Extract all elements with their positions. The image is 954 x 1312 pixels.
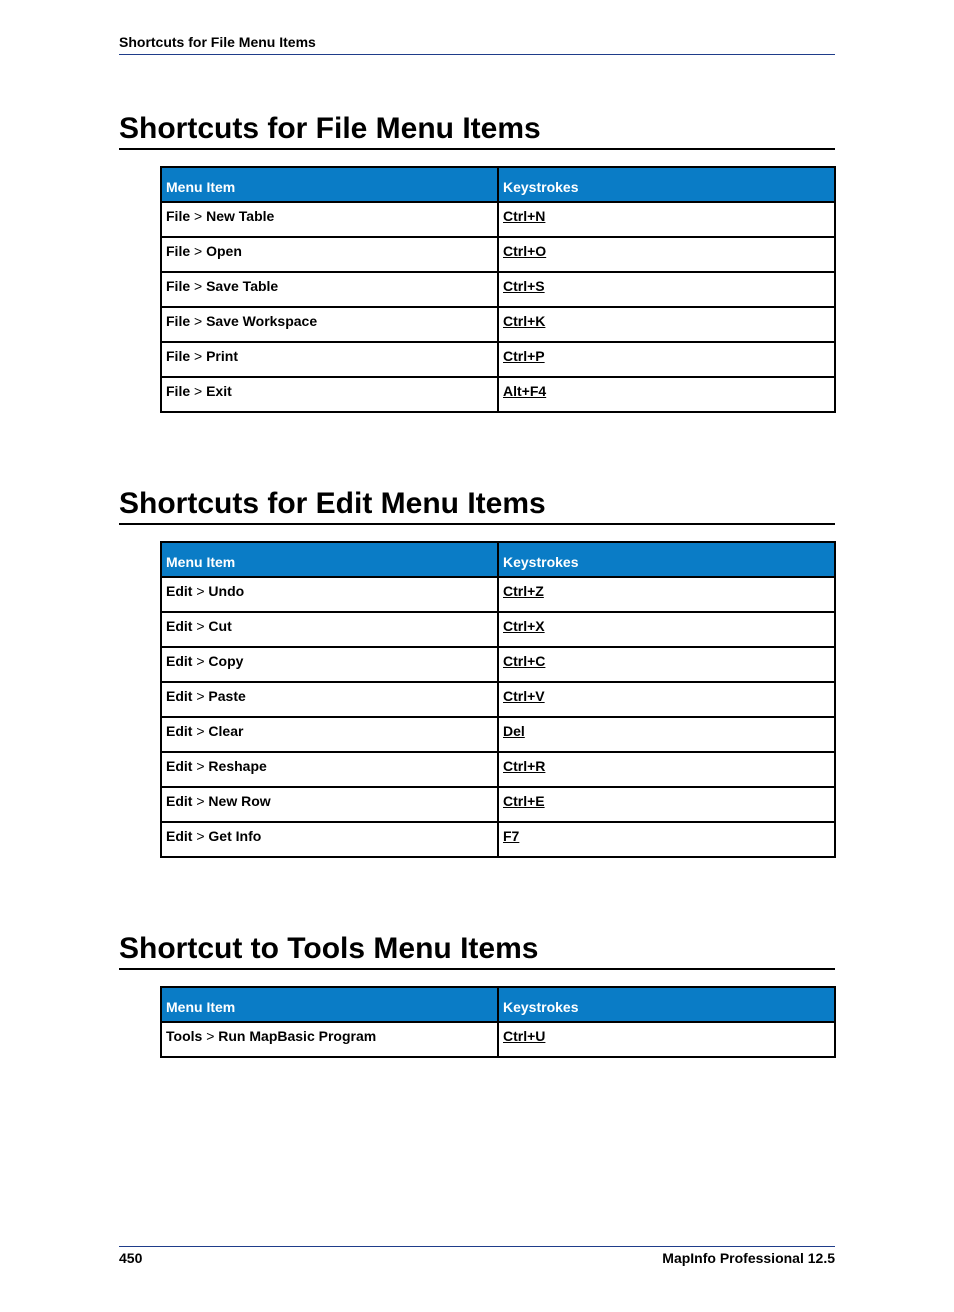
- menu-name: Edit: [166, 828, 193, 844]
- shortcuts-table: [160, 166, 836, 413]
- keystroke-link[interactable]: Del: [503, 723, 525, 739]
- item-name: Clear: [208, 723, 244, 739]
- keystroke-link[interactable]: Ctrl+Z: [503, 583, 544, 599]
- menu-name: Edit: [166, 688, 193, 704]
- menu-item-cell: [161, 307, 498, 342]
- menu-name: File: [166, 243, 191, 259]
- item-name: Open: [206, 243, 242, 259]
- table-row: [161, 307, 835, 342]
- table-row: [161, 647, 835, 682]
- menu-name: File: [166, 348, 191, 364]
- menu-item-cell: [161, 682, 498, 717]
- table-row: [161, 612, 835, 647]
- menu-name: Edit: [166, 793, 193, 809]
- menu-item-cell: [161, 717, 498, 752]
- keystroke-link[interactable]: Ctrl+S: [503, 278, 545, 294]
- keystroke-link[interactable]: Ctrl+P: [503, 348, 545, 364]
- separator: >: [196, 723, 205, 739]
- table-row: [161, 717, 835, 752]
- separator: >: [196, 653, 205, 669]
- product-name: MapInfo Professional 12.5: [662, 1250, 835, 1266]
- table-row: [161, 272, 835, 307]
- column-header-menu-item: Menu Item: [161, 542, 498, 577]
- section-title: Shortcuts for File Menu Items: [119, 112, 835, 150]
- item-name: Copy: [208, 653, 244, 669]
- column-header-keystrokes: Keystrokes: [498, 542, 835, 577]
- item-name: New Table: [206, 208, 275, 224]
- menu-item-cell: [161, 647, 498, 682]
- keystroke-cell: [498, 577, 835, 612]
- section-edit-shortcuts: [119, 487, 835, 858]
- menu-name: File: [166, 383, 191, 399]
- keystroke-cell: [498, 202, 835, 237]
- column-header-menu-item: Menu Item: [161, 987, 498, 1022]
- separator: >: [194, 208, 203, 224]
- menu-name: Edit: [166, 653, 193, 669]
- running-footer: [119, 1246, 835, 1266]
- keystroke-cell: [498, 717, 835, 752]
- keystroke-link[interactable]: Ctrl+U: [503, 1028, 546, 1044]
- table-row: [161, 377, 835, 412]
- menu-name: File: [166, 208, 191, 224]
- table-row: [161, 577, 835, 612]
- separator: >: [194, 348, 203, 364]
- item-name: Paste: [208, 688, 246, 704]
- menu-name: File: [166, 313, 191, 329]
- item-name: Undo: [208, 583, 245, 599]
- table-row: [161, 682, 835, 717]
- item-name: Exit: [206, 383, 232, 399]
- keystroke-cell: [498, 377, 835, 412]
- item-name: Run MapBasic Program: [218, 1028, 377, 1044]
- keystroke-link[interactable]: Ctrl+K: [503, 313, 546, 329]
- keystroke-link[interactable]: Ctrl+X: [503, 618, 545, 634]
- table-row: [161, 822, 835, 857]
- table-row: [161, 1022, 835, 1057]
- separator: >: [206, 1028, 215, 1044]
- keystroke-link[interactable]: Ctrl+O: [503, 243, 547, 259]
- section-title: Shortcuts for Edit Menu Items: [119, 487, 835, 525]
- menu-item-cell: [161, 577, 498, 612]
- menu-name: Edit: [166, 583, 193, 599]
- keystroke-link[interactable]: Ctrl+C: [503, 653, 546, 669]
- keystroke-cell: [498, 1022, 835, 1057]
- menu-item-cell: [161, 237, 498, 272]
- shortcuts-table: [160, 541, 836, 858]
- keystroke-link[interactable]: Ctrl+R: [503, 758, 546, 774]
- menu-item-cell: [161, 342, 498, 377]
- separator: >: [196, 828, 205, 844]
- table-header-row: [161, 167, 835, 202]
- keystroke-cell: [498, 682, 835, 717]
- menu-name: Edit: [166, 618, 193, 634]
- item-name: New Row: [208, 793, 271, 809]
- separator: >: [194, 278, 203, 294]
- item-name: Save Workspace: [206, 313, 318, 329]
- separator: >: [194, 313, 203, 329]
- table-header-row: [161, 542, 835, 577]
- menu-item-cell: [161, 1022, 498, 1057]
- page-number: 450: [119, 1250, 143, 1266]
- keystroke-link[interactable]: Ctrl+N: [503, 208, 546, 224]
- menu-name: Edit: [166, 758, 193, 774]
- section-tools-shortcuts: [119, 932, 835, 1058]
- menu-item-cell: [161, 787, 498, 822]
- menu-item-cell: [161, 822, 498, 857]
- separator: >: [196, 758, 205, 774]
- table-row: [161, 787, 835, 822]
- menu-item-cell: [161, 612, 498, 647]
- menu-name: Edit: [166, 723, 193, 739]
- column-header-keystrokes: Keystrokes: [498, 987, 835, 1022]
- keystroke-cell: [498, 272, 835, 307]
- menu-item-cell: [161, 272, 498, 307]
- column-header-menu-item: Menu Item: [161, 167, 498, 202]
- keystroke-cell: [498, 612, 835, 647]
- item-name: Get Info: [208, 828, 262, 844]
- column-header-keystrokes: Keystrokes: [498, 167, 835, 202]
- keystroke-cell: [498, 342, 835, 377]
- table-row: [161, 752, 835, 787]
- separator: >: [196, 618, 205, 634]
- menu-item-cell: [161, 202, 498, 237]
- table-row: [161, 202, 835, 237]
- separator: >: [196, 688, 205, 704]
- keystroke-link[interactable]: Alt+F4: [503, 383, 547, 399]
- separator: >: [196, 583, 205, 599]
- keystroke-cell: [498, 752, 835, 787]
- keystroke-link[interactable]: Ctrl+V: [503, 688, 545, 704]
- menu-name: File: [166, 278, 191, 294]
- table-row: [161, 342, 835, 377]
- keystroke-link[interactable]: F7: [503, 828, 520, 844]
- keystroke-cell: [498, 647, 835, 682]
- running-header: Shortcuts for File Menu Items: [119, 34, 835, 55]
- section-file-shortcuts: [119, 112, 835, 413]
- keystroke-cell: [498, 787, 835, 822]
- section-title: Shortcut to Tools Menu Items: [119, 932, 835, 970]
- menu-name: Tools: [166, 1028, 203, 1044]
- keystroke-cell: [498, 237, 835, 272]
- separator: >: [194, 243, 203, 259]
- item-name: Save Table: [206, 278, 279, 294]
- menu-item-cell: [161, 377, 498, 412]
- separator: >: [196, 793, 205, 809]
- item-name: Reshape: [208, 758, 267, 774]
- keystroke-cell: [498, 822, 835, 857]
- keystroke-cell: [498, 307, 835, 342]
- keystroke-link[interactable]: Ctrl+E: [503, 793, 545, 809]
- table-header-row: [161, 987, 835, 1022]
- table-row: [161, 237, 835, 272]
- shortcuts-table: [160, 986, 836, 1058]
- item-name: Cut: [208, 618, 232, 634]
- menu-item-cell: [161, 752, 498, 787]
- separator: >: [194, 383, 203, 399]
- item-name: Print: [206, 348, 238, 364]
